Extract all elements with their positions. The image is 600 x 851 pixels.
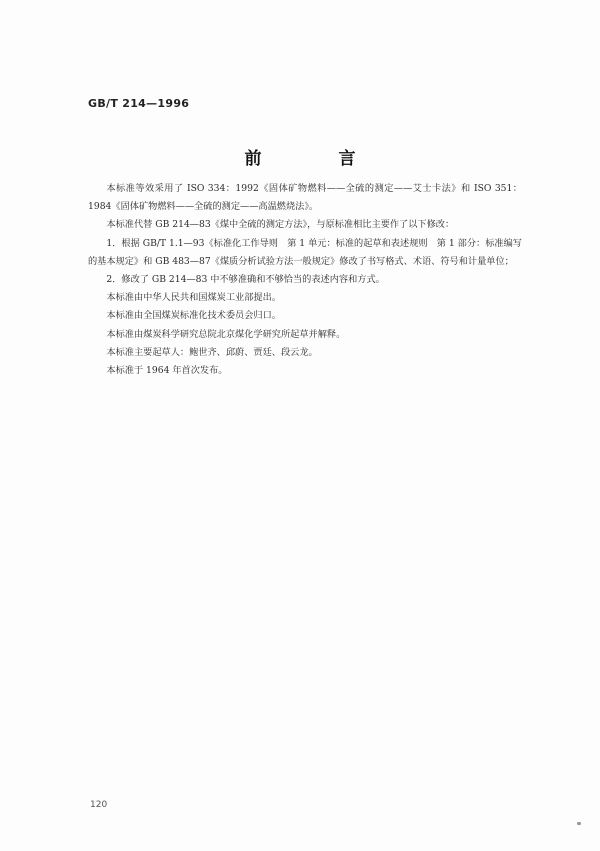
paragraph-first-issued: 本标准于 1964 年首次发布。: [106, 365, 228, 377]
page-number: 120: [90, 800, 108, 810]
foreword-body: [88, 180, 522, 380]
paragraph-equivalence: 本标准等效采用了 ISO 334：1992《固体矿物燃料——全硫的测定——艾士卡法》和 ISO 351：1984《固体矿物燃料——全硫的测定——高温燃烧法》。: [88, 183, 522, 213]
paragraph-drafted-by: 本标准由煤炭科学研究总院北京煤化学研究所起草并解释。: [106, 328, 346, 340]
standard-code: GB/T 214—1996: [88, 97, 190, 110]
paragraph-change-1: 1．根据 GB/T 1.1—93《标准化工作导则 第 1 单元：标准的起草和表述规则 第 1 部分：标准编写的基本规定》和 GB 483—87《煤质分析试验方法一般规定》修改了书写格式、术语、符号和计量单位；: [88, 237, 522, 267]
paragraph-main-drafters: 本标准主要起草人：鲍世齐、邱蔚、贾廷、段云龙。: [106, 346, 318, 358]
paragraph-change-2: 2．修改了 GB 214—83 中不够准确和不够恰当的表述内容和方式。: [106, 274, 385, 286]
scan-speck: [577, 822, 581, 825]
paragraph-centralized-by: 本标准由全国煤炭标准化技术委员会归口。: [106, 310, 281, 322]
paragraph-replacement: 本标准代替 GB 214—83《煤中全硫的测定方法》，与原标准相比主要作了以下修改：: [106, 219, 455, 231]
paragraph-proposed-by: 本标准由中华人民共和国煤炭工业部提出。: [106, 292, 281, 304]
page-title: 前 言: [244, 149, 386, 169]
